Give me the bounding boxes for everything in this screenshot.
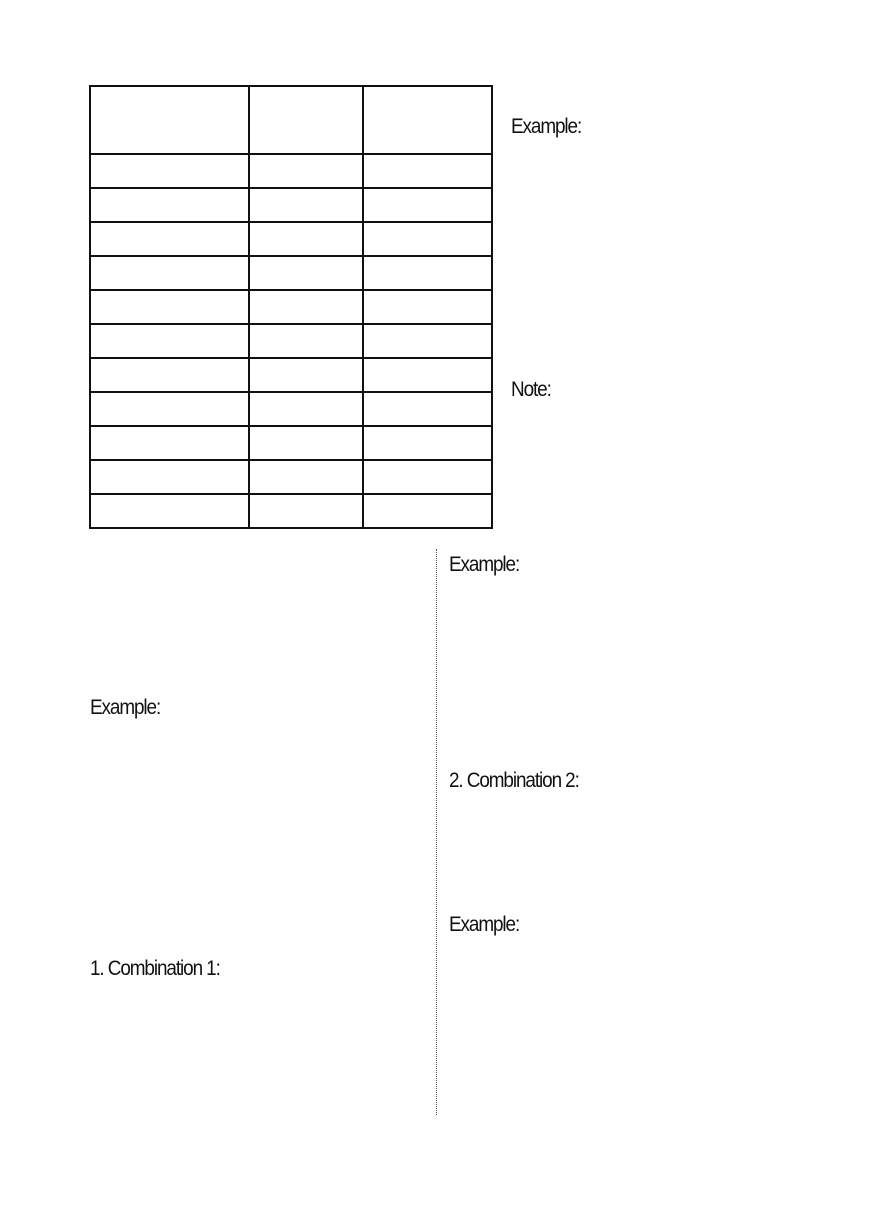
table-cell [90,290,249,324]
table-cell [363,358,492,392]
table-cell [90,154,249,188]
table-cell [249,460,363,494]
dotted-column-divider [436,549,437,1115]
table-cell [90,256,249,290]
table-cell [90,392,249,426]
table-cell [363,392,492,426]
table-cell [363,324,492,358]
table-cell [363,188,492,222]
table-row [90,222,492,256]
table-cell [249,426,363,460]
table-cell [249,324,363,358]
table-cell [363,494,492,528]
table-row [90,392,492,426]
table-cell [249,392,363,426]
table-cell [363,290,492,324]
table-cell [363,256,492,290]
combination-1-heading: 1. Combination 1: [90,957,220,980]
table-cell [363,426,492,460]
table-cell [363,222,492,256]
table-cell [90,86,249,154]
table-cell [249,86,363,154]
table-cell [90,222,249,256]
table-row [90,154,492,188]
table-cell [90,188,249,222]
table-cell [90,358,249,392]
note-label: Note: [511,378,551,401]
table-cell [90,460,249,494]
table-row [90,494,492,528]
table-cell [363,86,492,154]
worksheet-table [89,85,493,529]
table-cell [249,358,363,392]
worksheet-table-body [90,86,492,528]
table-cell [249,222,363,256]
table-header-row [90,86,492,154]
table-cell [249,256,363,290]
table-row [90,426,492,460]
table-row [90,358,492,392]
table-cell [249,154,363,188]
table-cell [249,188,363,222]
table-cell [90,324,249,358]
table-row [90,324,492,358]
table-row [90,290,492,324]
table-cell [363,154,492,188]
table-row [90,460,492,494]
table-cell [90,494,249,528]
example-label-right-upper: Example: [449,553,520,576]
example-label-top-right: Example: [511,115,582,138]
table-row [90,188,492,222]
example-label-left: Example: [90,696,161,719]
table-cell [249,494,363,528]
table-cell [90,426,249,460]
table-cell [363,460,492,494]
example-label-right-lower: Example: [449,913,520,936]
table-cell [249,290,363,324]
combination-2-heading: 2. Combination 2: [449,769,579,792]
table-row [90,256,492,290]
